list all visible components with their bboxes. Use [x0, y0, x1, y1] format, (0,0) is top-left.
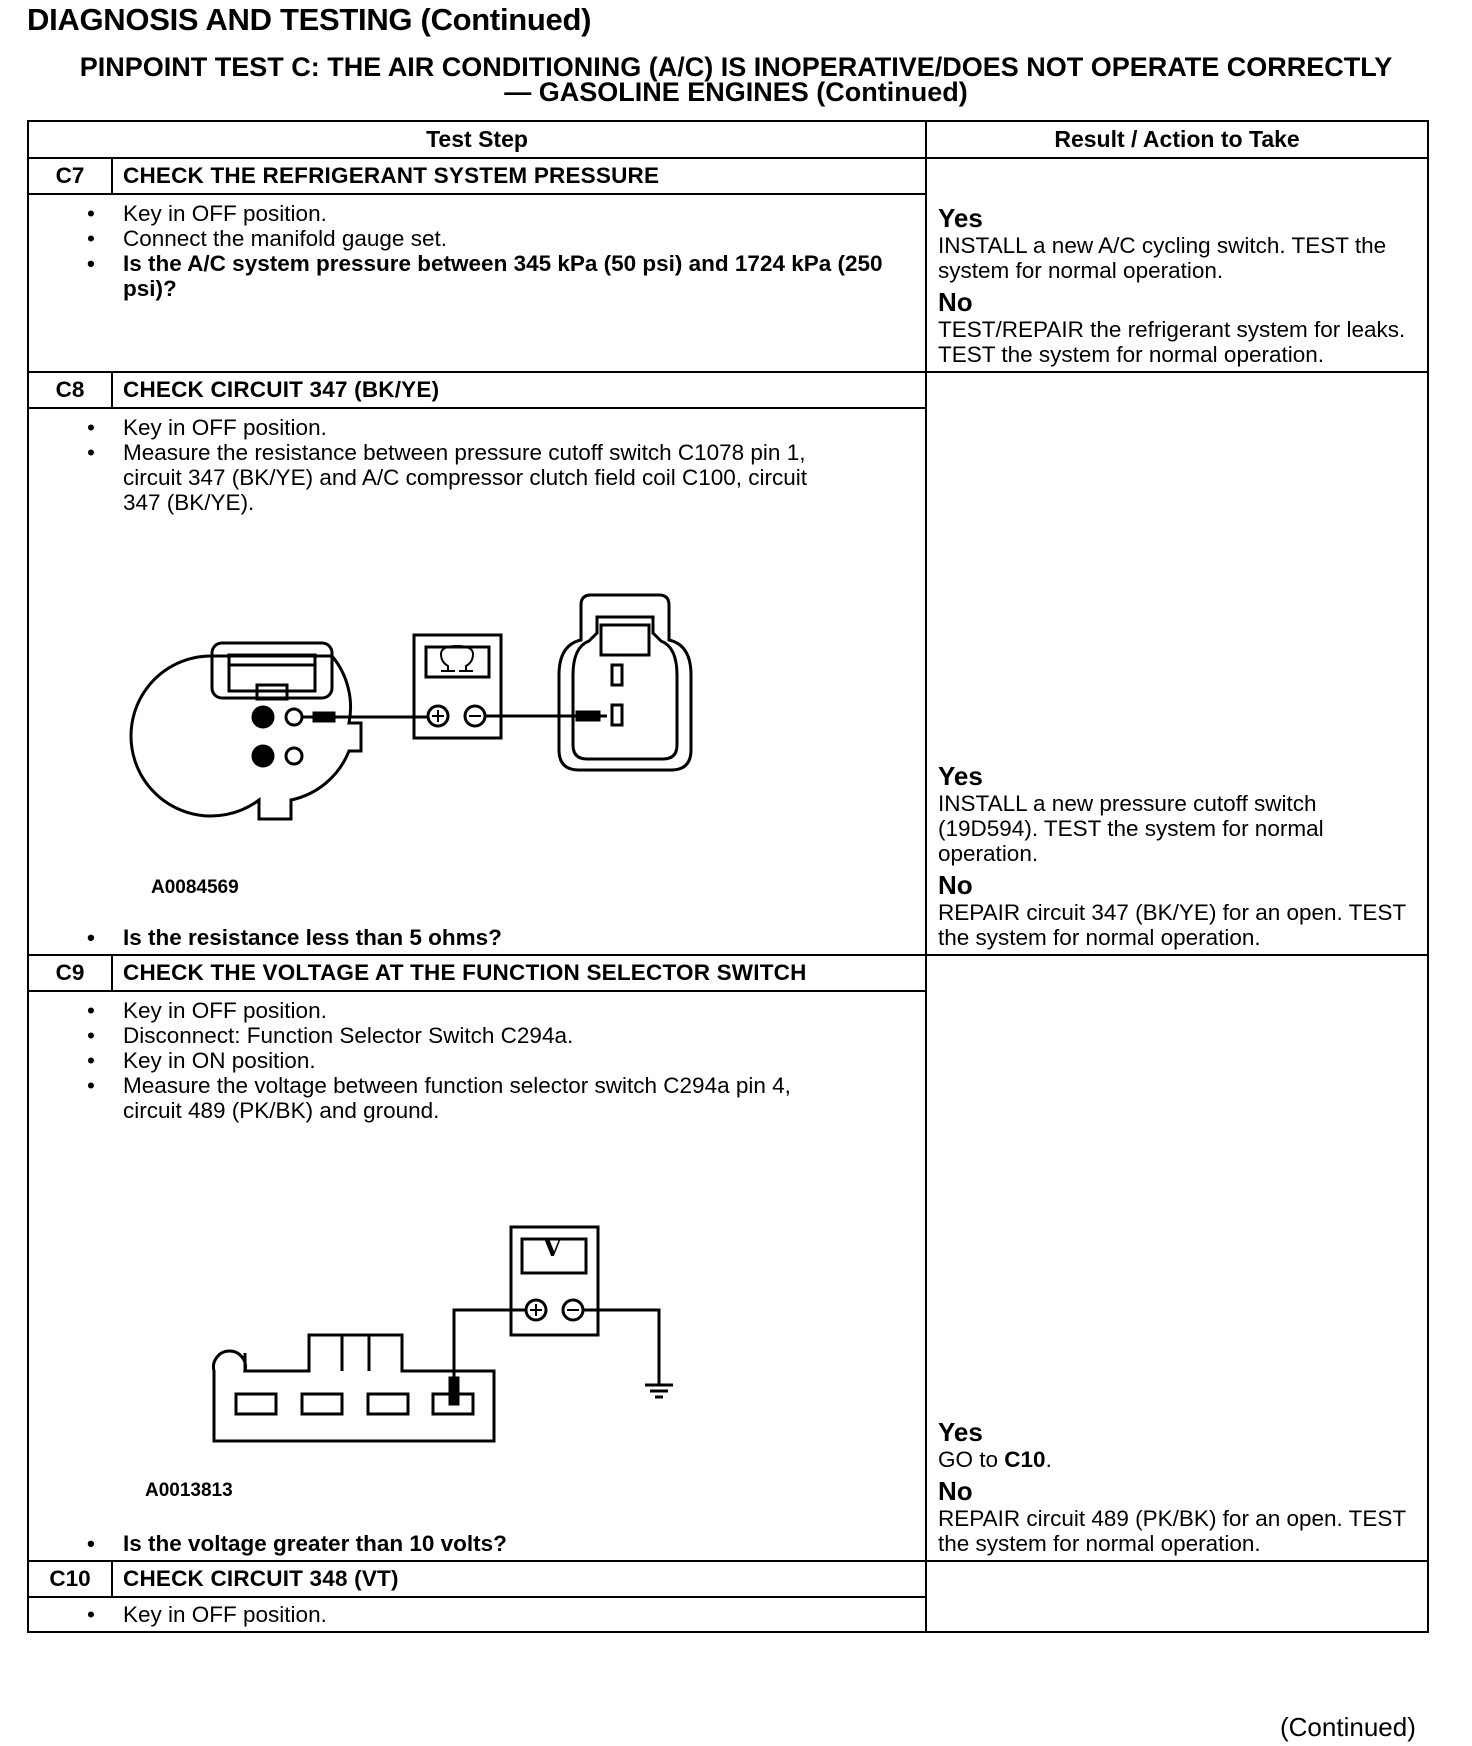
table-header-row — [28, 121, 1428, 158]
test-title-line-1: PINPOINT TEST C: THE AIR CONDITIONING (A/C) IS INOPERATIVE/DOES NOT OPERATE CORRECTLY — [79, 52, 1393, 82]
step-title: CHECK THE REFRIGERANT SYSTEM PRESSURE — [112, 158, 926, 194]
step-id: C7 — [28, 158, 112, 194]
list-item: • Key in OFF position. — [123, 1602, 915, 1627]
step-c9-title-row — [28, 955, 1428, 991]
no-action: TEST/REPAIR the refrigerant system for leaks. TEST the system for normal operation. — [938, 317, 1406, 367]
figure-code: A0013813 — [145, 1480, 233, 1501]
pinpoint-test-title — [0, 52, 1472, 107]
list-item: • Key in OFF position. — [123, 998, 915, 1023]
probe-lead-negative — [583, 1310, 659, 1385]
step-c7-title-row — [28, 158, 1428, 194]
no-action: REPAIR circuit 347 (BK/YE) for an open. TEST the system for normal operation. — [938, 900, 1406, 950]
step-c8-body — [28, 408, 926, 955]
pressure-cutoff-switch-connector — [131, 643, 361, 819]
plus-icon — [530, 1304, 542, 1316]
step-c7-body — [28, 194, 926, 372]
header-test-step: Test Step — [28, 121, 926, 158]
ohm-symbol — [441, 646, 473, 671]
no-label: No — [938, 1476, 973, 1506]
yes-label: Yes — [938, 761, 983, 791]
step-c9-result — [926, 955, 1428, 1561]
list-item: • Disconnect: Function Selector Switch C294a. — [123, 1023, 915, 1048]
step-link-c10[interactable]: C10 — [1004, 1447, 1046, 1472]
step-question: • Is the A/C system pressure between 345 kPa (50 psi) and 1724 kPa (250 psi)? — [123, 251, 915, 301]
voltage-test-diagram — [29, 1123, 915, 1523]
step-title: CHECK CIRCUIT 347 (BK/YE) — [112, 372, 926, 408]
no-label: No — [938, 870, 973, 900]
step-c10-body — [28, 1597, 926, 1632]
yes-action-prefix: GO to — [938, 1447, 1005, 1472]
yes-action-suffix: . — [1045, 1447, 1052, 1472]
step-c9-body — [28, 991, 926, 1561]
yes-label: Yes — [938, 203, 983, 233]
yes-label: Yes — [938, 1417, 983, 1447]
step-question: • Is the resistance less than 5 ohms? — [123, 925, 915, 950]
list-item: • Measure the resistance between pressure cutoff switch C1078 pin 1, circuit 347 (BK/YE) and A/C compressor clutch field coil C100, circuit 347 (BK/YE). — [123, 440, 823, 515]
list-item: • Key in OFF position. — [123, 415, 915, 440]
ohmmeter-connection-illustration — [29, 515, 809, 915]
step-id: C8 — [28, 372, 112, 408]
step-c10-result — [926, 1561, 1428, 1632]
list-item: • Key in ON position. — [123, 1048, 915, 1073]
probe-lead-positive — [454, 1310, 526, 1391]
clutch-field-coil-connector — [559, 595, 691, 770]
header-result-action: Result / Action to Take — [926, 121, 1428, 158]
yes-action: INSTALL a new pressure cutoff switch (19D594). TEST the system for normal operation. — [938, 791, 1324, 866]
voltmeter-connection-illustration — [29, 1123, 809, 1523]
step-title: CHECK THE VOLTAGE AT THE FUNCTION SELECTOR SWITCH — [112, 955, 926, 991]
yes-action — [938, 1447, 1419, 1472]
step-title: CHECK CIRCUIT 348 (VT) — [112, 1561, 926, 1597]
step-id: C10 — [28, 1561, 112, 1597]
step-c8-result — [926, 372, 1428, 955]
step-c8-title-row — [28, 372, 1428, 408]
ground-icon — [645, 1385, 673, 1397]
list-item: • Measure the voltage between function selector switch C294a pin 4, circuit 489 (PK/BK) and ground. — [123, 1073, 823, 1123]
continued-footer: (Continued) — [1280, 1712, 1416, 1742]
ohmmeter — [414, 635, 501, 738]
list-item: • Key in OFF position. — [123, 201, 915, 226]
figure-code: A0084569 — [151, 877, 239, 898]
step-id: C9 — [28, 955, 112, 991]
test-title-line-2: — GASOLINE ENGINES (Continued) — [504, 77, 968, 107]
pinpoint-test-table — [27, 120, 1429, 1633]
meter-symbol: V — [543, 1233, 562, 1262]
probe-tip — [577, 712, 599, 720]
no-action: REPAIR circuit 489 (PK/BK) for an open. TEST the system for normal operation. — [938, 1506, 1406, 1556]
yes-action: INSTALL a new A/C cycling switch. TEST the system for normal operation. — [938, 233, 1387, 283]
probe-tip — [314, 713, 334, 721]
step-c7-result — [926, 158, 1428, 372]
page-title: DIAGNOSIS AND TESTING (Continued) — [27, 2, 592, 37]
step-question: • Is the voltage greater than 10 volts? — [123, 1531, 915, 1556]
plus-icon — [432, 710, 444, 722]
no-label: No — [938, 287, 973, 317]
probe-tip — [450, 1378, 458, 1404]
list-item: • Connect the manifold gauge set. — [123, 226, 915, 251]
step-c10-title-row — [28, 1561, 1428, 1597]
resistance-test-diagram — [29, 515, 915, 915]
